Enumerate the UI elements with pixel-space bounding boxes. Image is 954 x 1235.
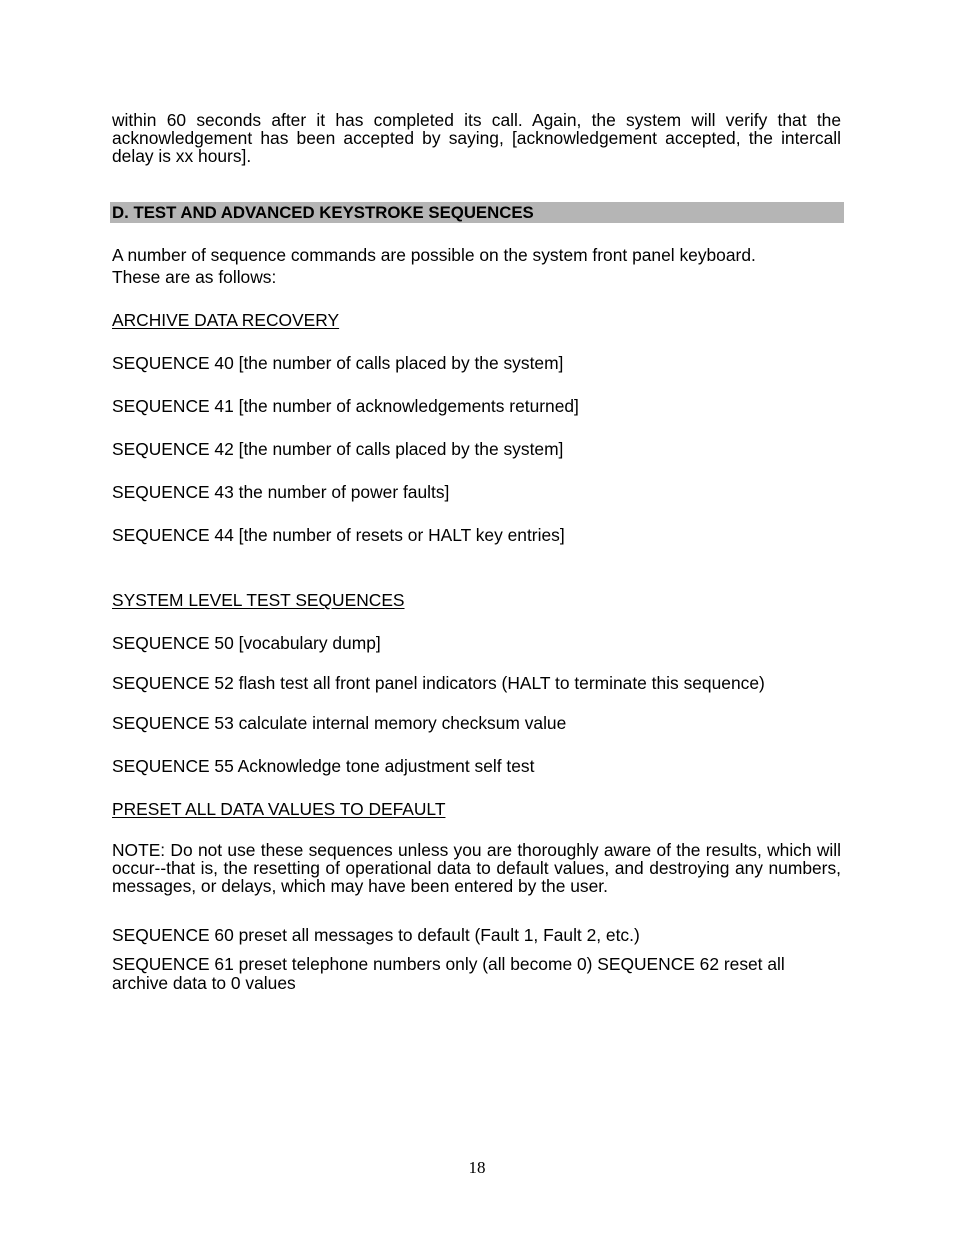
section-intro-line-2: These are as follows: (112, 267, 277, 287)
intro-paragraph: within 60 seconds after it has completed its call. Again, the system will verify that the acknowledgement has been accepted by saying, [acknowledgement accepted, the intercall delay is xx hours]. (112, 110, 841, 166)
sequence-44: SEQUENCE 44 [the number of resets or HALT key entries] (112, 525, 565, 545)
sequence-43: SEQUENCE 43 the number of power faults] (112, 482, 450, 502)
sequence-60: SEQUENCE 60 preset all messages to default (Fault 1, Fault 2, etc.) (112, 925, 640, 945)
sequence-61-62: SEQUENCE 61 preset telephone numbers only (all become 0) SEQUENCE 62 reset all archive data to 0 values (112, 954, 785, 993)
sequence-41: SEQUENCE 41 [the number of acknowledgements returned] (112, 396, 579, 416)
archive-heading: ARCHIVE DATA RECOVERY (112, 310, 340, 330)
sequence-40: SEQUENCE 40 [the number of calls placed by the system] (112, 353, 564, 373)
section-heading: D. TEST AND ADVANCED KEYSTROKE SEQUENCES (110, 202, 844, 223)
preset-heading: PRESET ALL DATA VALUES TO DEFAULT (112, 799, 446, 819)
sequence-53: SEQUENCE 53 calculate internal memory checksum value (112, 713, 567, 733)
sequence-55: SEQUENCE 55 Acknowledge tone adjustment self test (112, 756, 535, 776)
system-test-heading: SYSTEM LEVEL TEST SEQUENCES (112, 590, 405, 610)
section-intro-line-1: A number of sequence commands are possible on the system front panel keyboard. (112, 245, 756, 265)
sequence-50: SEQUENCE 50 [vocabulary dump] (112, 633, 381, 653)
page-number: 18 (468, 1158, 486, 1177)
sequence-52: SEQUENCE 52 flash test all front panel indicators (HALT to terminate this sequence) (112, 673, 765, 693)
sequence-42: SEQUENCE 42 [the number of calls placed by the system] (112, 439, 564, 459)
preset-note: NOTE: Do not use these sequences unless you are thoroughly aware of the results, which will occur--that is, the resetting of operational data to default values, and destroying any numbers, messages, or delays, which may have been entered by the user. (112, 840, 841, 896)
